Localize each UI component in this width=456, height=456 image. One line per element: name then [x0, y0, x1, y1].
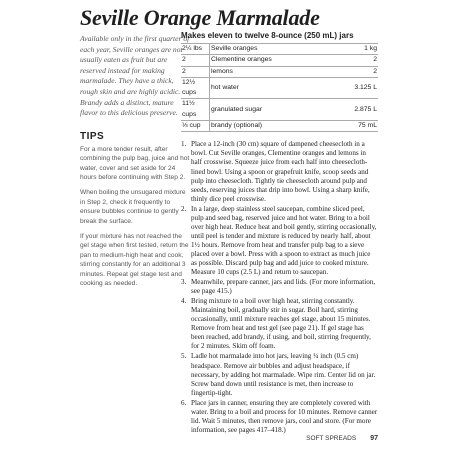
ingredients-table	[181, 43, 378, 132]
ingredient-amount: 11½ cups	[181, 99, 210, 121]
step-text: Ladle hot marmalade into hot jars, leaving ¼ inch (0.5 cm) headspace. Remove air bubbles and adjust headspace, if necessary, by adding hot marmalade. Wipe rim. Center lid on jar. Screw band down until resistance is met, then increase to fingertip-tight.	[191, 352, 376, 397]
step-number: 1.	[181, 140, 187, 149]
ingredient-name: Seville oranges	[210, 44, 331, 55]
tip-item: For a more tender result, after combining the pulp bag, juice and hot water, cover and set aside for 24 hours before continuing with Step 2.	[80, 145, 190, 181]
ingredient-metric: 3.125 L	[331, 77, 378, 99]
footer-section-title: SOFT SPREADS	[306, 435, 357, 442]
page-footer	[278, 435, 378, 442]
ingredient-row	[181, 44, 378, 55]
ingredient-row	[181, 77, 378, 99]
step-text: In a large, deep stainless steel saucepan, combine sliced peel, pulp and seed bag, reserved juice and hot water. Bring to a boil over high heat. Reduce heat and boil gently, stirring occasionally, until peel is tender and mixture is reduced by nearly half, about 1½ hours. Remove from heat and transfer pulp bag to a sieve placed over a bowl. Press with a spoon to extract as much juice as possible. Discard pulp bag and add juice to cooked mixture. Measure 10 cups (2.5 L) and return to saucepan.	[191, 204, 377, 277]
ingredient-metric: 2	[331, 55, 378, 66]
ingredient-row	[181, 121, 378, 132]
step-item	[181, 205, 378, 277]
recipe-main	[181, 31, 378, 436]
ingredient-amount: 2	[181, 55, 210, 66]
step-item	[181, 278, 378, 296]
recipe-yield: Makes eleven to twelve 8-ounce (250 mL) jars	[181, 31, 354, 40]
tip-item: When boiling the unsugared mixture in Step 2, check it frequently to ensure bubbles continue to gently break the surface.	[80, 189, 186, 225]
ingredient-name: hot water	[210, 77, 331, 99]
step-number: 3.	[181, 278, 187, 287]
ingredient-metric: 75 mL	[331, 121, 378, 132]
ingredient-name: brandy (optional)	[210, 121, 331, 132]
step-number: 4.	[181, 297, 187, 306]
ingredient-metric: 2	[331, 66, 378, 77]
ingredient-row	[181, 55, 378, 66]
ingredient-name: lemons	[210, 66, 331, 77]
tip-item: If your mixture has not reached the gel stage when first tested, return the pan to medium-high heat and cook, stirring constantly for an additional 3 minutes. Repeat gel stage test and cooking as needed.	[80, 233, 189, 288]
ingredient-metric: 2.875 L	[331, 99, 378, 121]
step-item	[181, 352, 378, 397]
step-number: 2.	[181, 204, 187, 213]
tips-heading: TIPS	[80, 130, 105, 142]
ingredient-amount: 12½ cups	[181, 77, 210, 99]
step-text: Place a 12-inch (30 cm) square of dampened cheesecloth in a bowl. Cut Seville oranges, Clementine oranges and lemons in half crosswise. Squeeze juice from each half into cheesecloth-lined bowl. Using a spoon or grapefruit knife, scoop seeds and pulp into cheesecloth. Tightly tie cheesecloth around pulp and seeds, reserving juices that drip into bowl. Using a sharp knife, thinly dice peel crosswise.	[191, 140, 370, 203]
ingredient-amount: 2	[181, 66, 210, 77]
recipe-intro: Available only in the first quarter of each year, Seville oranges are not usually eaten as fruit but are reserved instead for making marmalade. They have a thick, rough skin and are highly acidic. Brandy adds a distinct, mature flavor to this delicious preserve.	[80, 34, 190, 118]
step-text: Place jars in canner, ensuring they are completely covered with water. Bring to a boil and process for 10 minutes. Remove canner lid. Wait 5 minutes, then remove jars, cool and store. (For more information, see pages 417–418.)	[191, 398, 378, 434]
ingredient-metric: 1 kg	[331, 44, 378, 55]
ingredient-row	[181, 66, 378, 77]
step-item	[181, 297, 378, 351]
page-number: 97	[370, 435, 378, 442]
ingredient-amount: ⅓ cup	[181, 121, 210, 132]
sidebar	[80, 34, 190, 294]
step-item	[181, 140, 378, 203]
ingredient-amount: 2¼ lbs	[181, 44, 210, 55]
ingredient-row	[181, 99, 378, 121]
step-item	[181, 399, 378, 435]
method-steps	[181, 140, 378, 435]
step-number: 5.	[181, 352, 187, 361]
ingredient-name: granulated sugar	[210, 99, 331, 121]
step-text: Bring mixture to a boil over high heat, stirring constantly. Maintaining boil, gradually stir in sugar. Boil hard, stirring occasionally, until mixture reaches gel stage, about 15 minutes. Remove from heat and test gel (see page 21). If gel stage has been reached, add brandy, if using, and boil, stirring frequently, for 2 minutes. Skim off foam.	[191, 297, 371, 351]
step-number: 6.	[181, 398, 187, 407]
ingredient-name: Clementine oranges	[210, 55, 331, 66]
step-text: Meanwhile, prepare canner, jars and lids. (For more information, see page 415.)	[191, 278, 376, 296]
recipe-title: Seville Orange Marmalade	[80, 5, 320, 30]
